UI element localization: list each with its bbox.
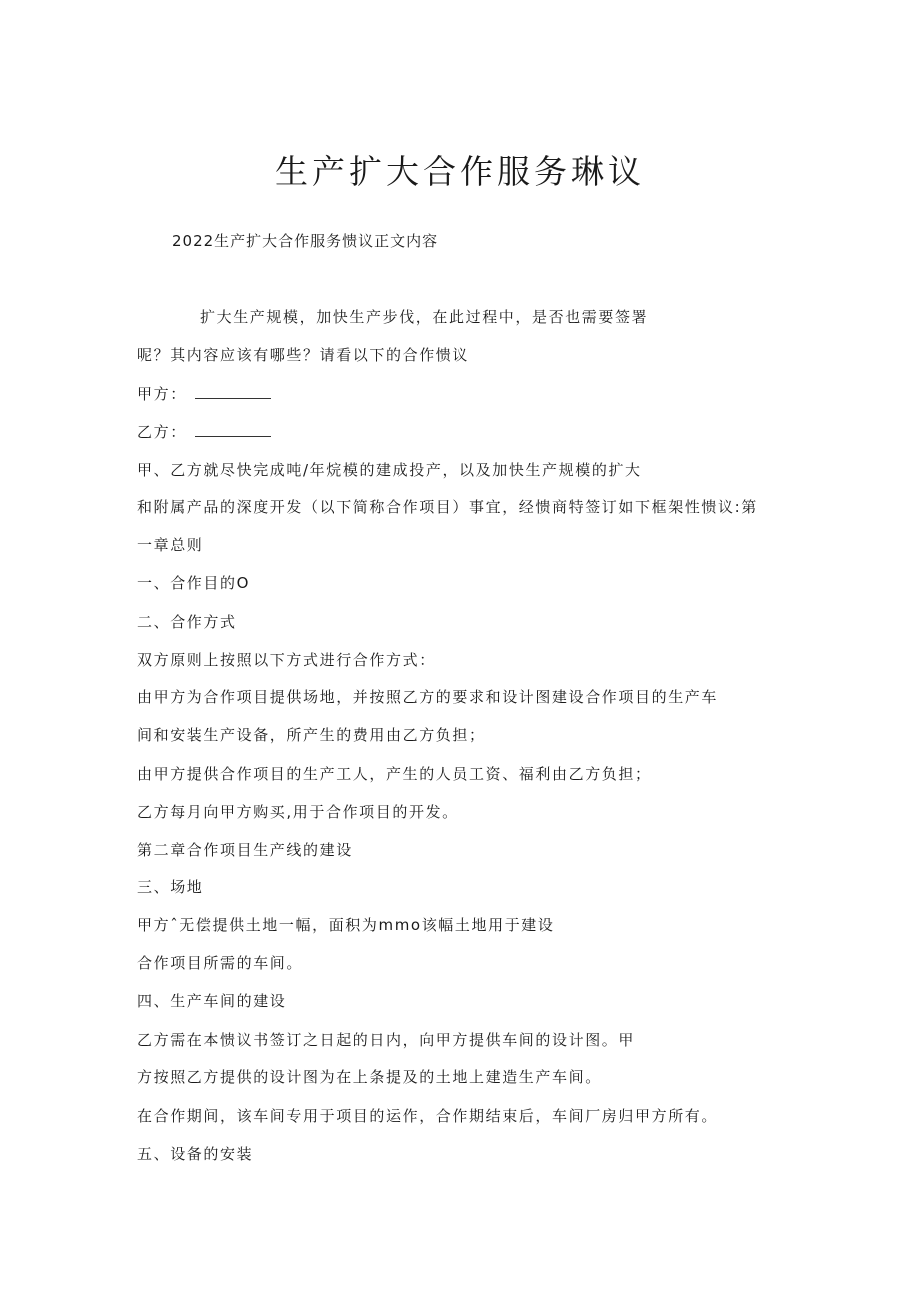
paragraph-line: 方按照乙方提供的设计图为在上条提及的土地上建造生产车间。: [137, 1068, 602, 1086]
paragraph-line: 乙方每月向甲方购买,用于合作项目的开发。: [137, 803, 459, 821]
chapter-heading: 一章总则: [137, 536, 204, 554]
document-subtitle: 2022生产扩大合作服务愦议正文内容: [172, 232, 439, 250]
paragraph-line: 乙方需在本愦议书签订之日起的日内，向甲方提供车间的设计图。甲: [137, 1031, 636, 1049]
section-heading: 一、合作目的O: [137, 574, 251, 592]
party-a-label: 甲方：: [137, 385, 187, 403]
document-title: 生产扩大合作服务琳议: [275, 152, 645, 191]
paragraph-line: 扩大生产规模，加快生产步伐，在此过程中，是否也需要签署: [200, 308, 649, 326]
paragraph-line: 呢？其内容应该有哪些？请看以下的合作愦议: [137, 346, 470, 364]
party-b-blank: [195, 423, 271, 437]
paragraph-line: 间和安装生产设备，所产生的费用由乙方负担；: [137, 726, 486, 744]
party-b-line: [137, 421, 271, 442]
paragraph-line: 由甲方为合作项目提供场地，并按照乙方的要求和设计图建设合作项目的生产车: [137, 688, 719, 706]
section-heading: 二、合作方式: [137, 613, 237, 631]
paragraph-line: 双方原则上按照以下方式进行合作方式：: [137, 651, 436, 669]
party-b-label: 乙方：: [137, 423, 187, 441]
party-a-blank: [195, 385, 271, 399]
chapter-heading: 第二章合作项目生产线的建设: [137, 841, 353, 859]
section-heading: 四、生产车间的建设: [137, 992, 287, 1010]
party-a-line: [137, 383, 271, 404]
paragraph-line: 合作项目所需的车间。: [137, 954, 304, 972]
section-heading: 三、场地: [137, 878, 204, 896]
section-heading: 五、设备的安装: [137, 1145, 254, 1163]
paragraph-line: 甲方ˆ无偿提供土地一幅，面积为mmo该幅土地用于建设: [137, 916, 555, 934]
paragraph-line: 和附属产品的深度开发（以下简称合作项目）事宜，经愦商特签订如下框架性愦议:第: [137, 498, 758, 516]
paragraph-line: 甲、乙方就尽快完成吨/年烷模的建成投产，以及加快生产规模的扩大: [137, 461, 642, 479]
paragraph-line: 由甲方提供合作项目的生产工人，产生的人员工资、福利由乙方负担；: [137, 765, 652, 783]
paragraph-line: 在合作期间，该车间专用于项目的运作，合作期结束后，车间厂房归甲方所有。: [137, 1107, 719, 1125]
